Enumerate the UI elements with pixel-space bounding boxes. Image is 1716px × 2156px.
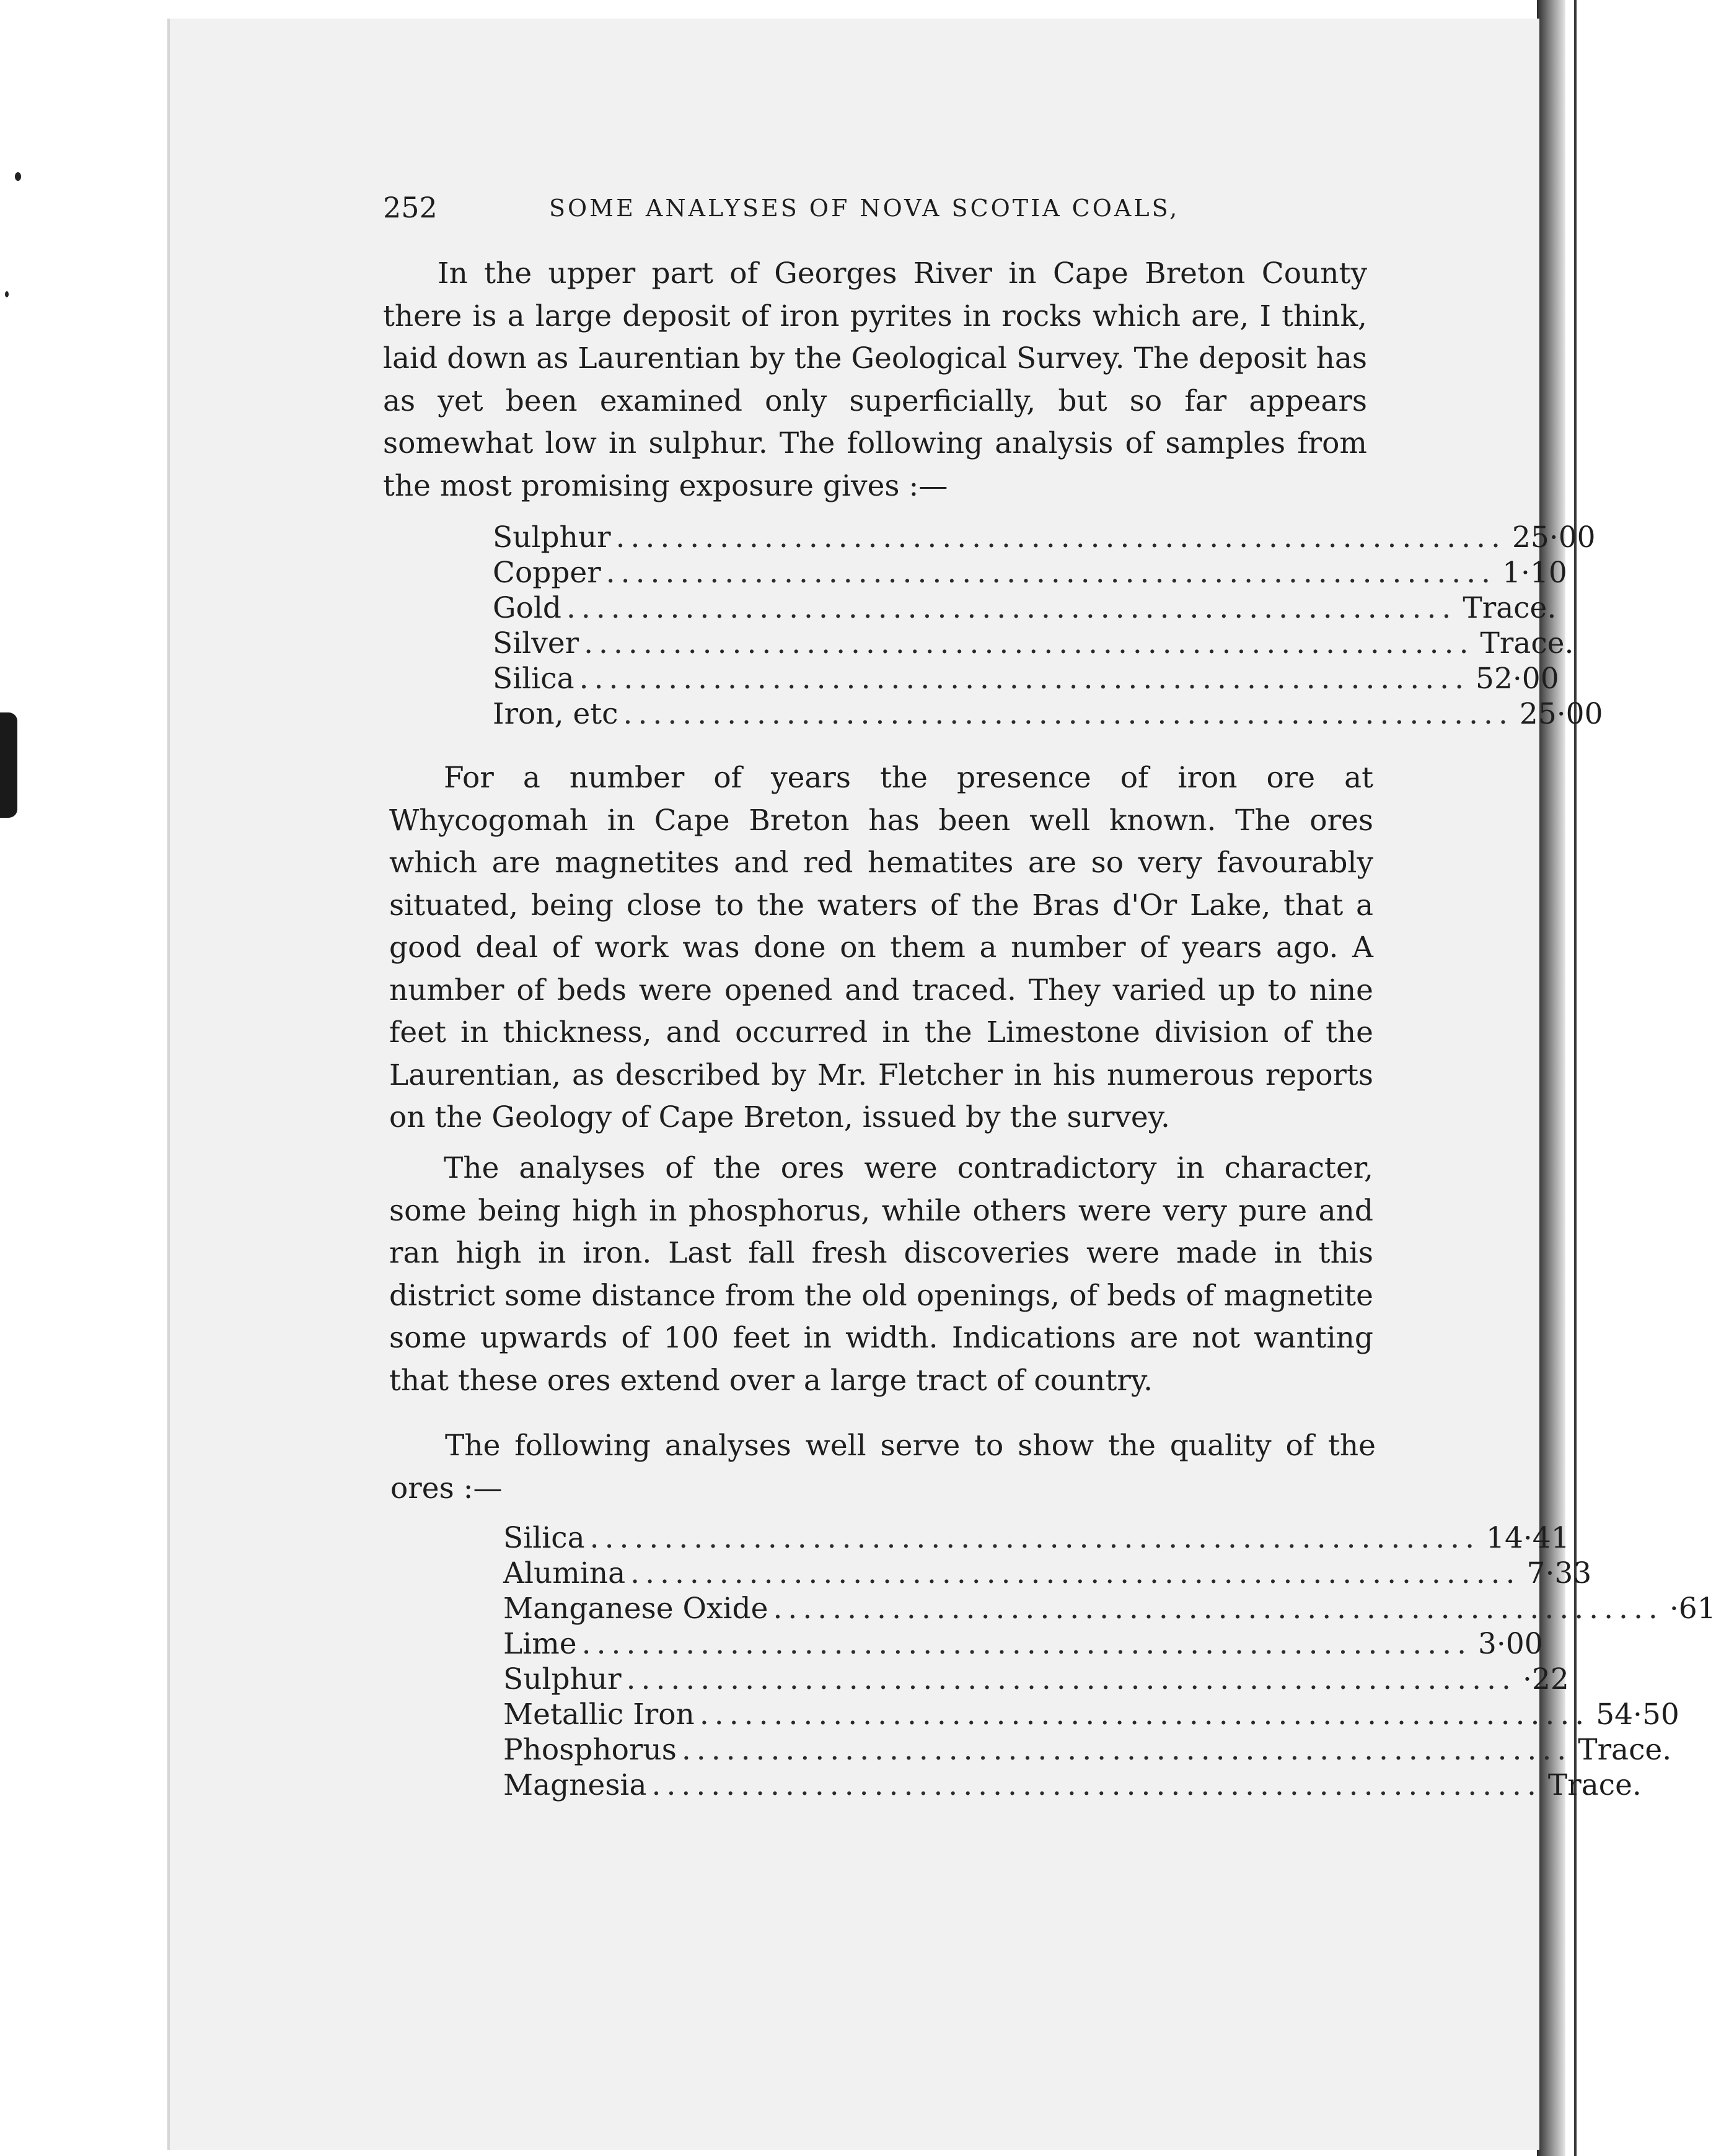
component-name: Sulphur [503, 1662, 622, 1696]
leader-dots: ............................................................ [699, 1698, 1590, 1732]
component-value: ·61 [1669, 1592, 1716, 1626]
leader-dots: ............................................................ [626, 1662, 1516, 1696]
component-value: 25·00 [1512, 520, 1596, 554]
component-value: 3·00 [1478, 1627, 1543, 1661]
component-name: Magnesia [503, 1768, 647, 1802]
table-row [493, 662, 1559, 698]
component-name: Gold [493, 591, 561, 625]
component-name: Metallic Iron [503, 1698, 695, 1732]
component-name: Silica [493, 662, 574, 696]
component-value: 54·50 [1596, 1698, 1679, 1732]
component-name: Alumina [503, 1556, 626, 1590]
table-row [493, 697, 1603, 733]
table-row [503, 1733, 1672, 1769]
component-name: Copper [493, 556, 601, 590]
leader-dots: ............................................................ [579, 662, 1470, 696]
scan-shadow [0, 712, 17, 818]
paragraph-following-analyses: The following analyses well serve to show the quality of the ores :— [390, 1429, 1376, 1505]
component-name: Iron, etc [493, 697, 618, 731]
table-row [503, 1556, 1592, 1592]
page-edge-shadow [1537, 0, 1565, 2156]
component-name: Phosphorus [503, 1733, 677, 1767]
component-name: Lime [503, 1627, 577, 1661]
component-value: ·22 [1523, 1662, 1569, 1696]
page-number: 252 [383, 191, 438, 224]
analysis-table-ores [503, 1521, 1716, 1812]
table-row [493, 591, 1557, 627]
paragraph-pyrites: In the upper part of Georges River in Cape Breton County there is a large deposit of iron pyrites in rocks which are, I think, laid down as Laurentian by the Geological Survey. The deposit has as yet been examined only superficially, but so far appears somewhat low in sulphur. The following analysis of samples from the most promising exposure gives :— [383, 256, 1367, 503]
table-row [503, 1592, 1716, 1628]
component-value: 14·41 [1486, 1521, 1570, 1555]
leader-dots: ............................................................ [581, 1627, 1472, 1661]
leader-dots: ............................................................ [623, 697, 1513, 731]
component-value: 7·33 [1526, 1556, 1592, 1590]
table-row [493, 556, 1567, 592]
analysis-table-pyrites [493, 520, 1603, 743]
component-name: Silica [503, 1521, 585, 1555]
table-row [503, 1768, 1642, 1804]
table-row [503, 1662, 1569, 1698]
component-value: Trace. [1578, 1733, 1672, 1767]
leader-dots: ............................................................ [605, 556, 1497, 590]
component-name: Sulphur [493, 520, 611, 554]
table-row [503, 1521, 1570, 1557]
table-row [503, 1698, 1679, 1733]
leader-dots: ............................................................ [630, 1556, 1521, 1590]
table-row [493, 626, 1574, 662]
component-value: Trace. [1463, 591, 1557, 625]
scan-speck [15, 172, 21, 181]
leader-dots: ............................................................ [651, 1768, 1542, 1802]
component-value: 52·00 [1476, 662, 1559, 696]
component-name: Silver [493, 626, 579, 660]
leader-dots: ............................................................ [773, 1592, 1663, 1626]
component-name: Manganese Oxide [503, 1592, 768, 1626]
component-value: Trace. [1547, 1768, 1642, 1802]
leader-dots: ............................................................ [589, 1521, 1481, 1555]
table-row [503, 1627, 1543, 1663]
paragraph-whycogomah: For a number of years the presence of iron ore at Whycogomah in Cape Breton has been well known. The ores which are magnetites and red hematites are so very favourably situated, being close to the waters of the Bras d'Or Lake, that a good deal of work was done on them a number of years ago. A number of beds were opened and traced. They varied up to nine feet in thickness, and occurred in the Limestone division of the Laurentian, as described by Mr. Fletcher in his numerous reports on the Geology of Cape Breton, issued by the survey. [389, 761, 1373, 1134]
component-value: 25·00 [1519, 697, 1603, 731]
page-header [383, 191, 1375, 228]
table-row [493, 520, 1596, 556]
paragraph-analyses: The analyses of the ores were contradictory in character, some being high in phosphorus, while others were very pure and ran high in iron. Last fall fresh discoveries were made in this district some distance from the old openings, of beds of magnetite some upwards of 100 feet in width. Indications are not wanting that these ores extend over a large tract of country. [389, 1151, 1373, 1398]
component-value: Trace. [1480, 626, 1574, 660]
page-edge-line [1574, 0, 1577, 2156]
running-head: SOME ANALYSES OF NOVA SCOTIA COALS, [549, 195, 1180, 222]
leader-dots: ............................................................ [584, 626, 1474, 660]
leader-dots: ............................................................ [681, 1733, 1572, 1767]
scan-speck [5, 291, 9, 297]
component-value: 1·10 [1502, 556, 1567, 590]
leader-dots: ............................................................ [566, 591, 1457, 625]
leader-dots: ............................................................ [615, 520, 1506, 554]
